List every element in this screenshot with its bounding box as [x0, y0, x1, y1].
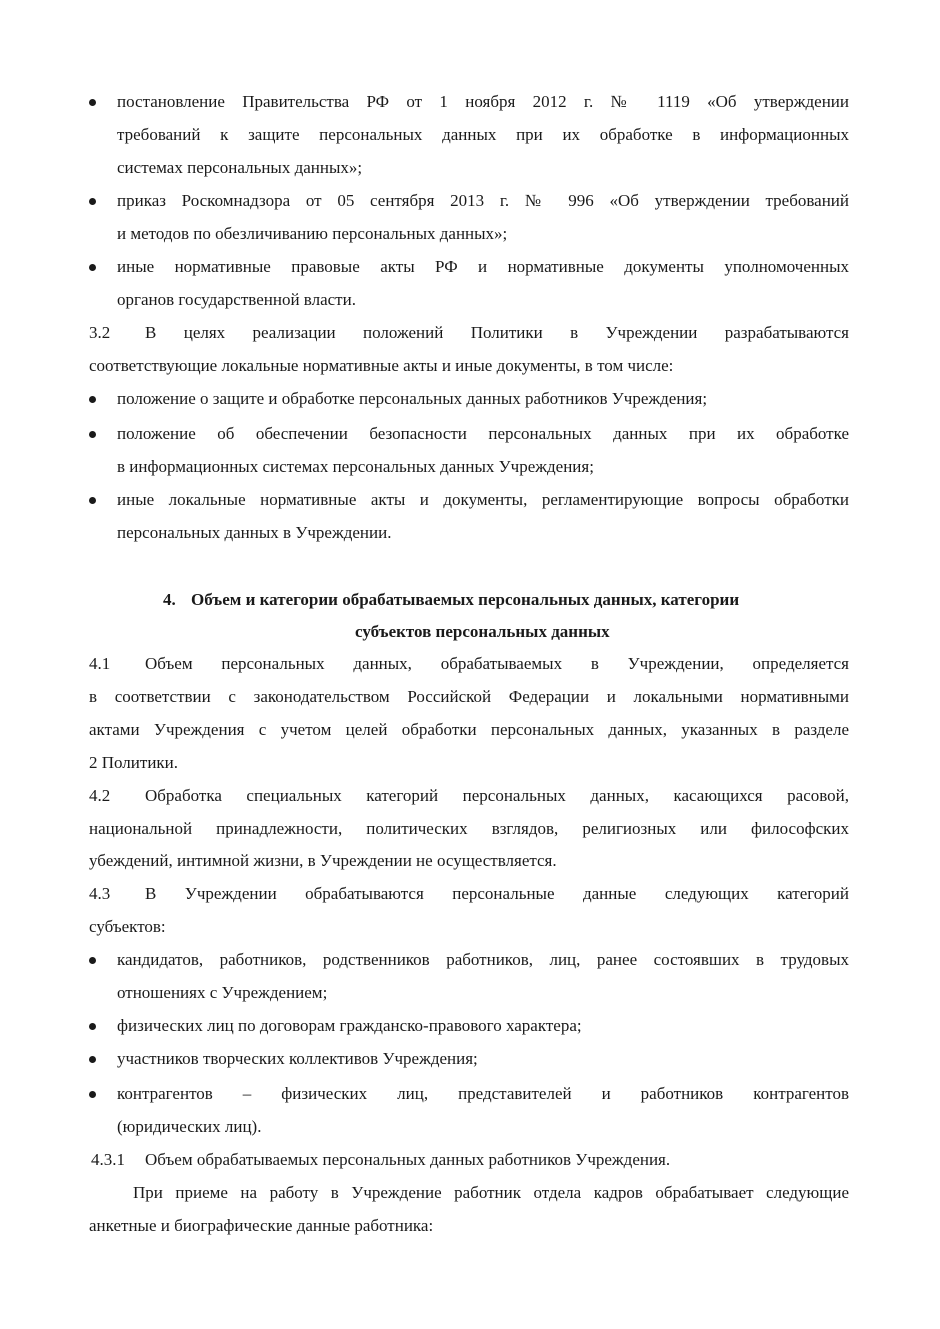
- list-item-line: участников творческих коллективов Учреждения;: [117, 1049, 478, 1068]
- paragraph-line: Обработка специальных категорий персональных данных, касающихся расовой,: [145, 786, 849, 805]
- bullet-icon: [89, 1056, 96, 1063]
- paragraph-line: В Учреждении обрабатываются персональные данные следующих категорий: [145, 884, 849, 903]
- bullet-icon: [89, 1091, 96, 1098]
- paragraph-number: 3.2: [89, 323, 111, 342]
- list-item-line: и методов по обезличиванию персональных данных»;: [117, 224, 508, 243]
- paragraph-line: анкетные и биографические данные работника:: [89, 1216, 434, 1235]
- list-item-line: в информационных системах персональных данных Учреждения;: [117, 457, 594, 476]
- bullet-icon: [89, 497, 96, 504]
- list-item-line: требований к защите персональных данных при их обработке в информационных: [117, 125, 849, 144]
- paragraph-line: убеждений, интимной жизни, в Учреждении не осуществляется.: [89, 851, 557, 870]
- paragraph-line: национальной принадлежности, политических взглядов, религиозных или философских: [89, 819, 849, 838]
- paragraph-line: соответствующие локальные нормативные акты и иные документы, в том числе:: [89, 356, 674, 375]
- bullet-icon: [89, 1023, 96, 1030]
- paragraph-number: 4.3: [89, 884, 111, 903]
- list-item-line: положение об обеспечении безопасности персональных данных при их обработке: [117, 424, 849, 443]
- section-heading: Объем и категории обрабатываемых персональных данных, категории: [191, 590, 740, 609]
- list-item-line: физических лиц по договорам гражданско-правового характера;: [117, 1016, 582, 1035]
- bullet-icon: [89, 957, 96, 964]
- paragraph-line: Объем обрабатываемых персональных данных работников Учреждения.: [145, 1150, 671, 1169]
- list-item-line: постановление Правительства РФ от 1 ноября 2012 г. № 1119 «Об утверждении: [117, 92, 849, 111]
- list-item-line: системах персональных данных»;: [117, 158, 363, 177]
- paragraph-line: в соответствии с законодательством Российской Федерации и локальными нормативными: [89, 687, 849, 706]
- paragraph-line: Объем персональных данных, обрабатываемых в Учреждении, определяется: [145, 654, 849, 673]
- paragraph-line: В целях реализации положений Политики в Учреждении разрабатываются: [145, 323, 849, 342]
- list-item-line: органов государственной власти.: [117, 290, 356, 309]
- list-item-line: контрагентов – физических лиц, представителей и работников контрагентов: [117, 1084, 849, 1103]
- paragraph-line: субъектов:: [89, 917, 166, 936]
- bullet-icon: [89, 198, 96, 205]
- list-item-line: кандидатов, работников, родственников работников, лиц, ранее состоявших в трудовых: [117, 950, 849, 969]
- paragraph-line: актами Учреждения с учетом целей обработки персональных данных, указанных в разделе: [89, 720, 849, 739]
- paragraph-line: 2 Политики.: [89, 753, 179, 772]
- bullet-icon: [89, 99, 96, 106]
- list-item-line: отношениях с Учреждением;: [117, 983, 328, 1002]
- list-item-line: иные нормативные правовые акты РФ и нормативные документы уполномоченных: [117, 257, 849, 276]
- section-number: 4.: [163, 590, 176, 609]
- bullet-icon: [89, 264, 96, 271]
- list-item-line: (юридических лиц).: [117, 1117, 262, 1136]
- bullet-icon: [89, 396, 96, 403]
- paragraph-number: 4.1: [89, 654, 111, 673]
- paragraph-line: При приеме на работу в Учреждение работник отдела кадров обрабатывает следующие: [133, 1183, 849, 1202]
- list-item-line: приказ Роскомнадзора от 05 сентября 2013 г. № 996 «Об утверждении требований: [117, 191, 849, 210]
- paragraph-number: 4.2: [89, 786, 111, 805]
- bullet-icon: [89, 431, 96, 438]
- list-item-line: иные локальные нормативные акты и документы, регламентирующие вопросы обработки: [117, 490, 849, 509]
- list-item-line: положение о защите и обработке персональных данных работников Учреждения;: [117, 389, 708, 408]
- paragraph-number: 4.3.1: [91, 1150, 125, 1169]
- section-heading: субъектов персональных данных: [355, 622, 610, 641]
- list-item-line: персональных данных в Учреждении.: [117, 523, 392, 542]
